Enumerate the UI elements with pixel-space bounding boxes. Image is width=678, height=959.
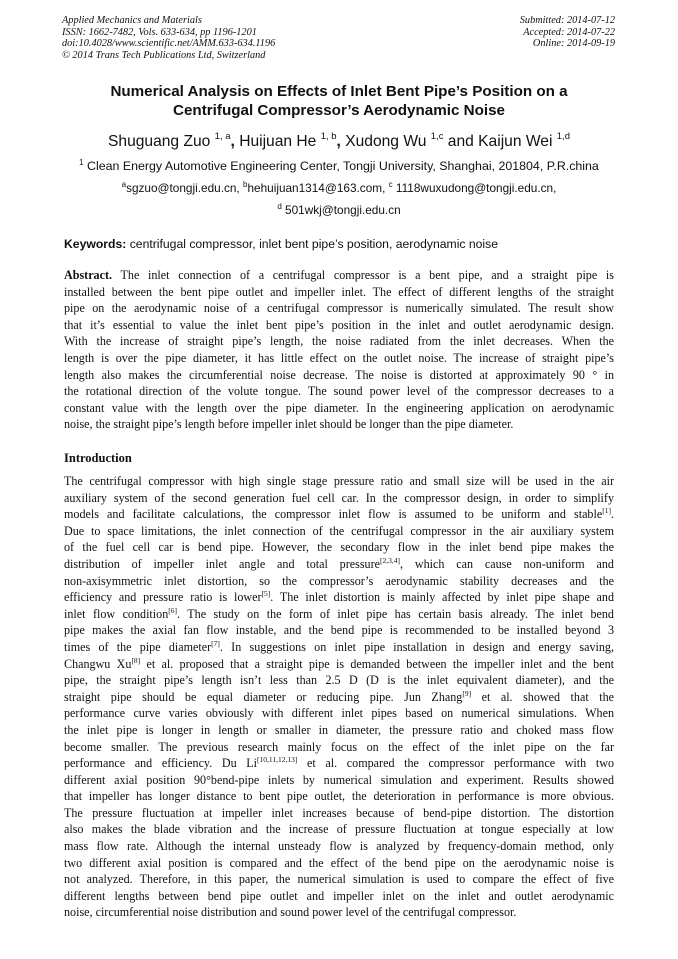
abstract-line: pipe on the aerodynamic noise of a centrifugal compressor is numerically simulated. The result show bbox=[64, 301, 614, 316]
abstract-line: length also makes the circumferential noise decrease. The noise is distorted at approximately 90 ° in bbox=[64, 367, 614, 382]
abstract-line: constant value with the length over the pipe diameter. In the engineering application on aerodynamic bbox=[64, 400, 614, 415]
body-text: , which can cause non-uniform and bbox=[399, 556, 614, 571]
body-line: noise, circumferential noise distribution and sound power level of the centrifugal compressor. bbox=[64, 905, 517, 920]
body-line: that impeller has longer distance to bent pipe outlet, the deterioration in performance is more obvious. bbox=[64, 789, 614, 804]
email-address: 501wkj@tongji.edu.cn bbox=[281, 203, 401, 217]
copyright-line: © 2014 Trans Tech Publications Ltd, Switzerland bbox=[62, 49, 266, 61]
dates-header bbox=[520, 15, 615, 50]
author-name: Kaijun Wei bbox=[478, 133, 553, 150]
abstract-line: installed between the bent pipe outlet and impeller inlet. The effect of different lengths of the straight bbox=[64, 284, 614, 299]
body-text: inlet flow condition bbox=[64, 606, 169, 621]
abstract bbox=[64, 267, 614, 433]
author-list bbox=[62, 131, 616, 151]
body-text: . In suggestions on inlet pipe installation in design and energy saving, bbox=[219, 639, 614, 654]
body-line: Due to space limitations, the inlet connection of the centrifugal compressor in the air auxiliary system bbox=[64, 523, 614, 538]
body-text: performance and efficiency. Du Li bbox=[64, 756, 258, 771]
body-text: et al. compared the compressor performance with two bbox=[297, 756, 614, 771]
author-affiliation-mark: 1,d bbox=[556, 131, 570, 142]
title-line-1: Numerical Analysis on Effects of Inlet Bent Pipe’s Position on a bbox=[110, 83, 568, 100]
keywords-text: centrifugal compressor, inlet bent pipe’s position, aerodynamic noise bbox=[126, 237, 499, 251]
body-line: two different axial position is compared and the effect of the bend pipe on the aerodynamic noise is bbox=[64, 855, 614, 870]
author-affiliation-mark: 1, b bbox=[320, 131, 337, 142]
body-line: not analyzed. Therefore, in this paper, the numerical simulation is used to compare the effect of five bbox=[64, 872, 614, 887]
abstract-line: the rotational direction of the volute tongue. The sound power level of the compressor decreases to a bbox=[64, 384, 614, 399]
body-line bbox=[64, 689, 614, 706]
email-address: sgzuo@tongji.edu.cn, bbox=[126, 181, 243, 195]
email-mark: c bbox=[388, 180, 393, 189]
email-mark: d bbox=[277, 202, 282, 211]
body-text: times of the pipe diameter bbox=[64, 639, 212, 654]
body-text: et al. proposed that a straight pipe is demanded between the impeller inlet and the bent bbox=[140, 656, 614, 671]
body-line bbox=[64, 755, 614, 772]
body-line: performance curve varies obviously with different inlet pipes based on numerical simulations. When bbox=[64, 706, 614, 721]
abstract-line: length is over the pipe diameter, it has little effect on the outlet noise. The increase of straight pipe’s bbox=[64, 350, 614, 365]
journal-name: Applied Mechanics and Materials bbox=[62, 15, 202, 26]
email-mark: a bbox=[121, 180, 127, 189]
body-line: different lengths between bend pipe outlet and impeller inlet on the inlet and outlet aerodynamic bbox=[64, 888, 614, 903]
body-text: straight pipe should be equal diameter or reducing pipe. Jun Zhang bbox=[64, 689, 463, 704]
author-name: Huijuan He bbox=[239, 133, 317, 150]
online-date: Online: 2014-09-19 bbox=[532, 38, 615, 50]
email-address: 1118wuxudong@tongji.edu.cn, bbox=[392, 181, 557, 195]
citation: [7] bbox=[211, 638, 220, 648]
body-text: . The study on the form of inlet pipe has certain basis already. The inlet bend bbox=[177, 606, 614, 621]
body-line: different axial position 90°bend-pipe inlets by numerical simulation and experiment. Results showed bbox=[64, 772, 614, 787]
body-line bbox=[64, 639, 614, 656]
author-separator: and bbox=[443, 133, 479, 150]
author-name: Shuguang Zuo bbox=[108, 133, 211, 150]
citation: [1] bbox=[602, 506, 611, 516]
body-line: The centrifugal compressor with high single stage pressure ratio and small size will be used in the air bbox=[64, 474, 614, 488]
body-line: The pressure fluctuation at impeller inlet increases because of bend-pipe distortion. The distortion bbox=[64, 805, 614, 820]
body-line: mass flow rate. Although the internal unsteady flow is analyzed by frequency-domain method, only bbox=[64, 839, 614, 854]
body-line: auxiliary system of the second generation fuel cell car. In the compressor design, in order to simplify bbox=[64, 490, 614, 505]
body-text: models and facilitate calculations, the compressor inlet flow is assumed to be uniform and stable bbox=[64, 507, 603, 522]
citation: [6] bbox=[168, 605, 177, 615]
section-heading: Introduction bbox=[64, 451, 132, 465]
body-line: the inlet pipe is longer in length or smaller in diameter, the pressure ratio and choked mass flow bbox=[64, 722, 614, 737]
body-text: distribution of impeller inlet angle and total pressure bbox=[64, 556, 380, 571]
body-text: . The inlet distortion is mainly affected by inlet pipe shape and bbox=[270, 590, 615, 605]
paper-title bbox=[62, 82, 616, 120]
body-line: become smaller. The previous research mainly focus on the effect of the inlet pipe on the far bbox=[64, 739, 614, 754]
body-line: also makes the blade vibration and the increase of pressure fluctuation at tongue especially at low bbox=[64, 822, 614, 837]
author-affiliation-mark: 1, a bbox=[214, 131, 231, 142]
body-line bbox=[64, 589, 614, 606]
body-line bbox=[64, 556, 614, 573]
body-line: non-axisymmetric inlet distortion, so the compressor’s aerodynamic stability decreases and the bbox=[64, 573, 614, 588]
body-text: . bbox=[610, 507, 614, 522]
body-line bbox=[64, 656, 614, 673]
author-name: Xudong Wu bbox=[345, 133, 427, 150]
author-separator: , bbox=[336, 133, 346, 150]
submitted-date: Submitted: 2014-07-12 bbox=[519, 15, 615, 26]
body-line bbox=[64, 506, 614, 523]
email-line-2 bbox=[62, 202, 616, 217]
body-text: Changwu Xu bbox=[64, 656, 132, 671]
email-line-1 bbox=[62, 180, 616, 195]
abstract-label: Abstract. bbox=[64, 268, 113, 282]
title-line-2: Centrifugal Compressor’s Aerodynamic Noise bbox=[173, 102, 505, 119]
abstract-text: The inlet connection of a centrifugal compressor is a bent pipe, and a straight pipe is bbox=[112, 268, 614, 282]
citation: [10,11,12,13] bbox=[257, 755, 298, 765]
citation: [9] bbox=[462, 688, 472, 698]
affiliation-mark: 1 bbox=[79, 158, 84, 167]
author-separator: , bbox=[230, 133, 240, 150]
affiliation bbox=[62, 158, 616, 173]
keywords-label: Keywords: bbox=[64, 237, 127, 251]
keywords bbox=[64, 237, 498, 251]
citation: [2,3,4] bbox=[379, 555, 400, 565]
accepted-date: Accepted: 2014-07-22 bbox=[523, 26, 615, 38]
abstract-line: With the increase of straight pipe’s length, the noise radiated from the inlet decreases. When the bbox=[64, 334, 614, 349]
abstract-line: that it’s essential to value the inlet bent pipe’s position in the inlet and outlet aerodynamic design. bbox=[64, 317, 614, 332]
body-line bbox=[64, 606, 614, 623]
introduction-body bbox=[64, 473, 614, 921]
affiliation-text: Clean Energy Automotive Engineering Center, Tongji University, Shanghai, 201804, P.R.china bbox=[83, 159, 599, 173]
abstract-line bbox=[64, 267, 614, 284]
issn-line: ISSN: 1662-7482, Vols. 633-634, pp 1196-1201 bbox=[62, 26, 257, 38]
body-text: et al. showed that the bbox=[471, 689, 614, 704]
doi-line: doi:10.4028/www.scientific.net/AMM.633-634.1196 bbox=[62, 38, 276, 50]
email-mark: b bbox=[243, 180, 248, 189]
citation: [5] bbox=[261, 589, 271, 599]
author-affiliation-mark: 1,c bbox=[430, 131, 444, 142]
citation: [8] bbox=[131, 655, 141, 665]
body-line: pipe, the straight pipe’s length isn’t less than 2.5 D (D is the inlet equivalent diameter), and the bbox=[64, 673, 614, 688]
journal-header bbox=[62, 15, 275, 61]
email-address: hehuijuan1314@163.com, bbox=[247, 181, 389, 195]
body-text: efficiency and pressure ratio is lower bbox=[64, 590, 262, 605]
body-line: pipe makes the axial fan flow instable, and the bend pipe is recommended to be installed beyond 3 bbox=[64, 623, 614, 638]
abstract-line: noise, the straight pipe’s length before impeller inlet should be longer than the pipe diameter. bbox=[64, 417, 514, 432]
body-line: of the fuel cell car is bend pipe. However, the secondary flow in the inlet bend pipe makes the bbox=[64, 540, 614, 555]
